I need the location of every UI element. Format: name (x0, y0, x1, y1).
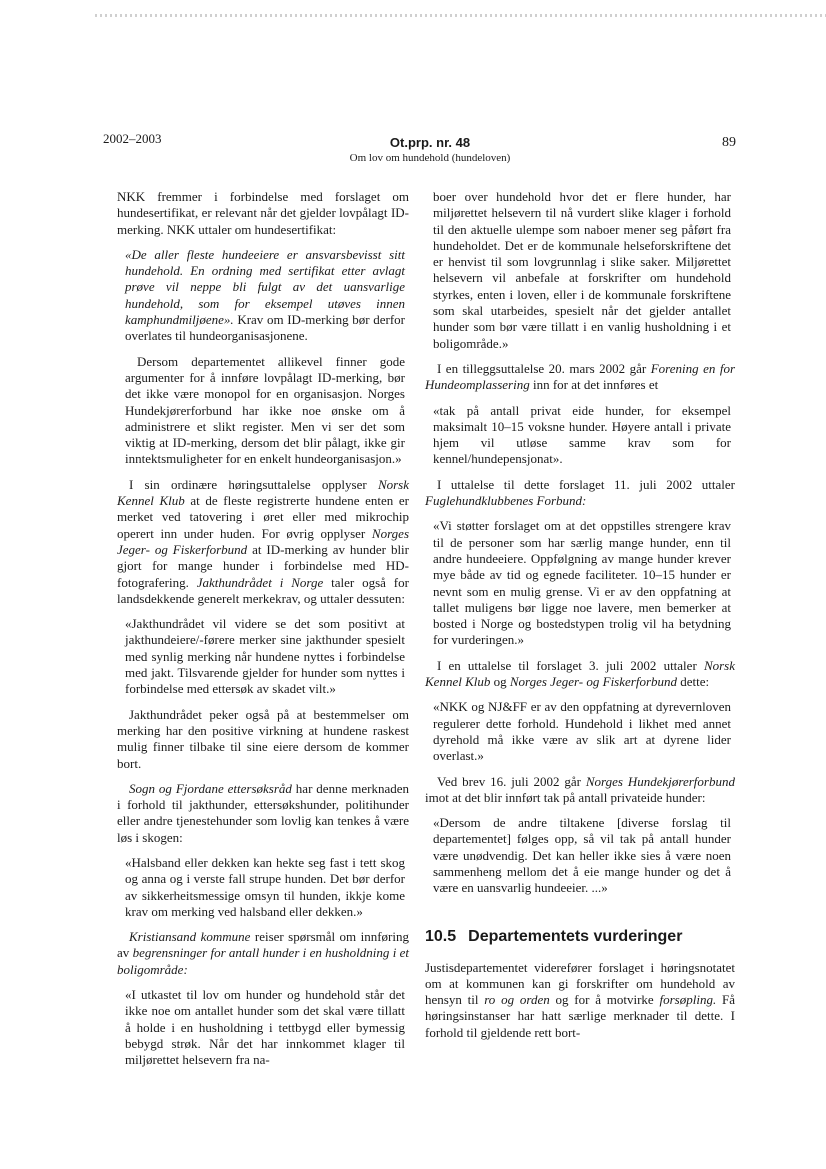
quote-text: Krav om ID-merking bør derfor overlates til hundeorganisasjonene. (125, 312, 405, 344)
section-title: Departementets vurderinger (468, 927, 683, 945)
org-name: Fuglehundklubbenes Forbund: (425, 493, 587, 509)
paragraph (425, 960, 735, 1041)
text: I en uttalelse til forslaget 3. juli 2002 uttaler (437, 657, 704, 673)
right-column (425, 189, 735, 1041)
running-header (260, 135, 600, 164)
paragraph (425, 658, 735, 691)
text: og (490, 674, 510, 690)
org-name: Norges Jeger- og Fiskerforbund (509, 674, 678, 690)
quote-block (125, 247, 405, 345)
text: Ved brev 16. juli 2002 går (437, 773, 586, 789)
quote-block: «Dersom de andre tiltakene [diverse forslag til departementet] følges opp, så vil tak på antall hunder være unødvendig. Det kan heller ikke sies å være noen sammenheng mellom det å eie mange hunder og det å være en uansvarlig hundeeier. ...» (433, 815, 731, 896)
quote-block: «Halsband eller dekken kan hekte seg fast i tett skog og anna og i verste fall strupe hunden. Det bør derfor av sikkerheitsmessige omsyn til hunden, ikkje kome krav om merking ved halsband eller dekken.» (125, 854, 405, 919)
text: at de fleste registrerte hundene enten er merket ved tatovering i øret eller med mikrochip operert inn under huden. For øvrig opplyser (117, 493, 409, 541)
org-name: Norsk Kennel Klub (117, 476, 409, 509)
text: reiser spørsmål om innføring av (117, 929, 409, 961)
text: inn for at det innføres et (529, 377, 659, 393)
text: I uttalelse til dette forslaget 11. juli 2002 uttaler (437, 476, 735, 492)
paragraph (117, 477, 409, 607)
org-name: Sogn og Fjordane ettersøksråd (129, 780, 292, 796)
text: Få høringsinstanser har hatt særlige merknader til dette. I forhold til gjeldende rett bort- (425, 992, 735, 1040)
section-number: 10.5 (425, 927, 457, 945)
text: har denne merknaden i forhold til jakthunder, ettersøkshunder, politihunder eller andre tjenestehunder som lovlig kan tenkes å være løs i skogen: (117, 780, 409, 845)
paragraph: Jakthundrådet peker også på at bestemmelser om merking har den positive virkning at hundene raskest mulig finner tilbake til sine eiere dersom de kommer bort. (117, 706, 409, 771)
paragraph (117, 929, 409, 978)
text: Justisdepartementet viderefører forslaget i høringsnotatet om at kommunen kan gi forskrifter om hundehold av hensyn til (425, 959, 735, 1008)
left-column (117, 189, 409, 1069)
quote-block: «NKK og NJ&FF er av den oppfatning at dyrevernloven regulerer dette forhold. Hundehold i likhet med annet dyrehold må ikke være av slik art at dyrene lider overlast.» (433, 699, 731, 764)
text: og for å motvirke (549, 992, 660, 1008)
text: I sin ordinære høringsuttalelse opplyser (129, 476, 378, 492)
org-name: Kristiansand kommune (129, 929, 251, 945)
text: imot at det blir innført tak på antall privateide hunder: (425, 789, 706, 805)
emphasis: forsøpling. (659, 992, 717, 1008)
quote-block: «tak på antall privat eide hunder, for eksempel maksimalt 10–15 voksne hunder. Høyere antall i private hjem vil utløse samme krav som for kennel/hundepensjonat». (433, 402, 731, 467)
emphasis: begrensninger for antall hunder i en husholdning i et boligområde: (117, 945, 409, 977)
org-name: Jakthundrådet i Norge (196, 574, 324, 590)
org-name: Forening en for Hundeomplassering (425, 360, 736, 393)
org-name: Norges Hundekjørerforbund (585, 773, 735, 789)
paragraph: NKK fremmer i forbindelse med forslaget om hundesertifikat, er relevant når det gjelder lovpålagt ID-merking. NKK uttaler om hundesertifikat: (117, 189, 409, 237)
org-name: Norges Jeger- og Fiskerforbund (117, 525, 409, 557)
page-number: 89 (722, 135, 736, 150)
text: dette: (677, 674, 710, 690)
paragraph (425, 361, 735, 394)
section-heading (425, 927, 735, 946)
quote-block: «Vi støtter forslaget om at det oppstilles strengere krav til de personer som har særlig mange hunder, enn til andre hundeeiere. Oppfølgning av mange hunder krever mye både av tid og egnede faciliteter. 10–15 hunder er nevnt som en mulig grense. Vi er av den oppfatning at tallet muligens bør ligge noe lavere, men bemerker at bosted i Norge og bostedstypen trolig vil ha betydning for vurderingen.» (433, 518, 731, 648)
document-title: Ot.prp. nr. 48 (389, 135, 471, 150)
text: at ID-merking av hunder blir gjort for mange hunder i forbindelse med HD-fotografering. (117, 541, 409, 590)
quote-block: «Jakthundrådet vil videre se det som positivt at jakthundeiere/-førere merker sine jakthunder spesielt med synlig merking når hundene nyttes i forbindelse med jakt. Tilsvarende gjelder for hunder som nyttes i forbindelse med ettersøk av skadet vilt.» (125, 616, 405, 697)
quote-block: boer over hundehold hvor det er flere hunder, har miljørettet helsevern til nå vurdert slike klager i forhold til den aktuelle ulempe som naboer mener seg påført fra hundeholdet. Det er de kommunale helseforskriftene det er henvist til som lovgrunnlag i slike saker. Miljørettet helsevern vil anbefale at forskrifter om hundehold styrkes, enten i loven, eller i de kommunale forskriftene som skal utarbeides, spesielt når det gjelder antallet hunder som bør være tillatt i en vanlig husholdning i et boligområde.» (433, 189, 731, 351)
header-years: 2002–2003 (103, 131, 162, 146)
quote-italic: «De aller fleste hundeeiere er ansvarsbevisst sitt hundehold. En ordning med sertifikat etter avlagt prøve vil neppe bli fulgt av det uansvarlige hundehold, som for eksempel utøves innen kamphundmiljøene». (125, 246, 405, 328)
paragraph (425, 477, 735, 510)
document-subtitle: Om lov om hundehold (hundeloven) (349, 152, 511, 164)
text: taler også for landsdekkende generelt merkekrav, og uttaler dessuten: (117, 574, 409, 606)
org-name: Norsk Kennel Klub (425, 657, 735, 690)
paragraph (117, 781, 409, 846)
quote-block: «I utkastet til lov om hunder og hundehold står det ikke noe om antallet hunder som det skal være tillatt å holde i en husholdning i tettbygd eller bymessig bebygd strøk. Når det har innkommet klager til miljørettet helsevern fra na- (125, 987, 405, 1068)
text: I en tilleggsuttalelse 20. mars 2002 går (437, 360, 651, 376)
paragraph (425, 774, 735, 807)
quote-block: Dersom departementet allikevel finner gode argumenter for å innføre lovpålagt ID-merking, bør det ikke være monopol for en organisasjon. Norges Hundekjørerforbund har ikke noe ønske om å administrere et slikt register. Men vi ser det som viktig at ID-merking, dersom det blir pålagt, ikke gir inntektsmuligheter for en enkelt hundeorganisasjon.» (125, 353, 405, 467)
scan-edge-artifact (95, 14, 826, 17)
emphasis: ro og orden (484, 992, 550, 1008)
